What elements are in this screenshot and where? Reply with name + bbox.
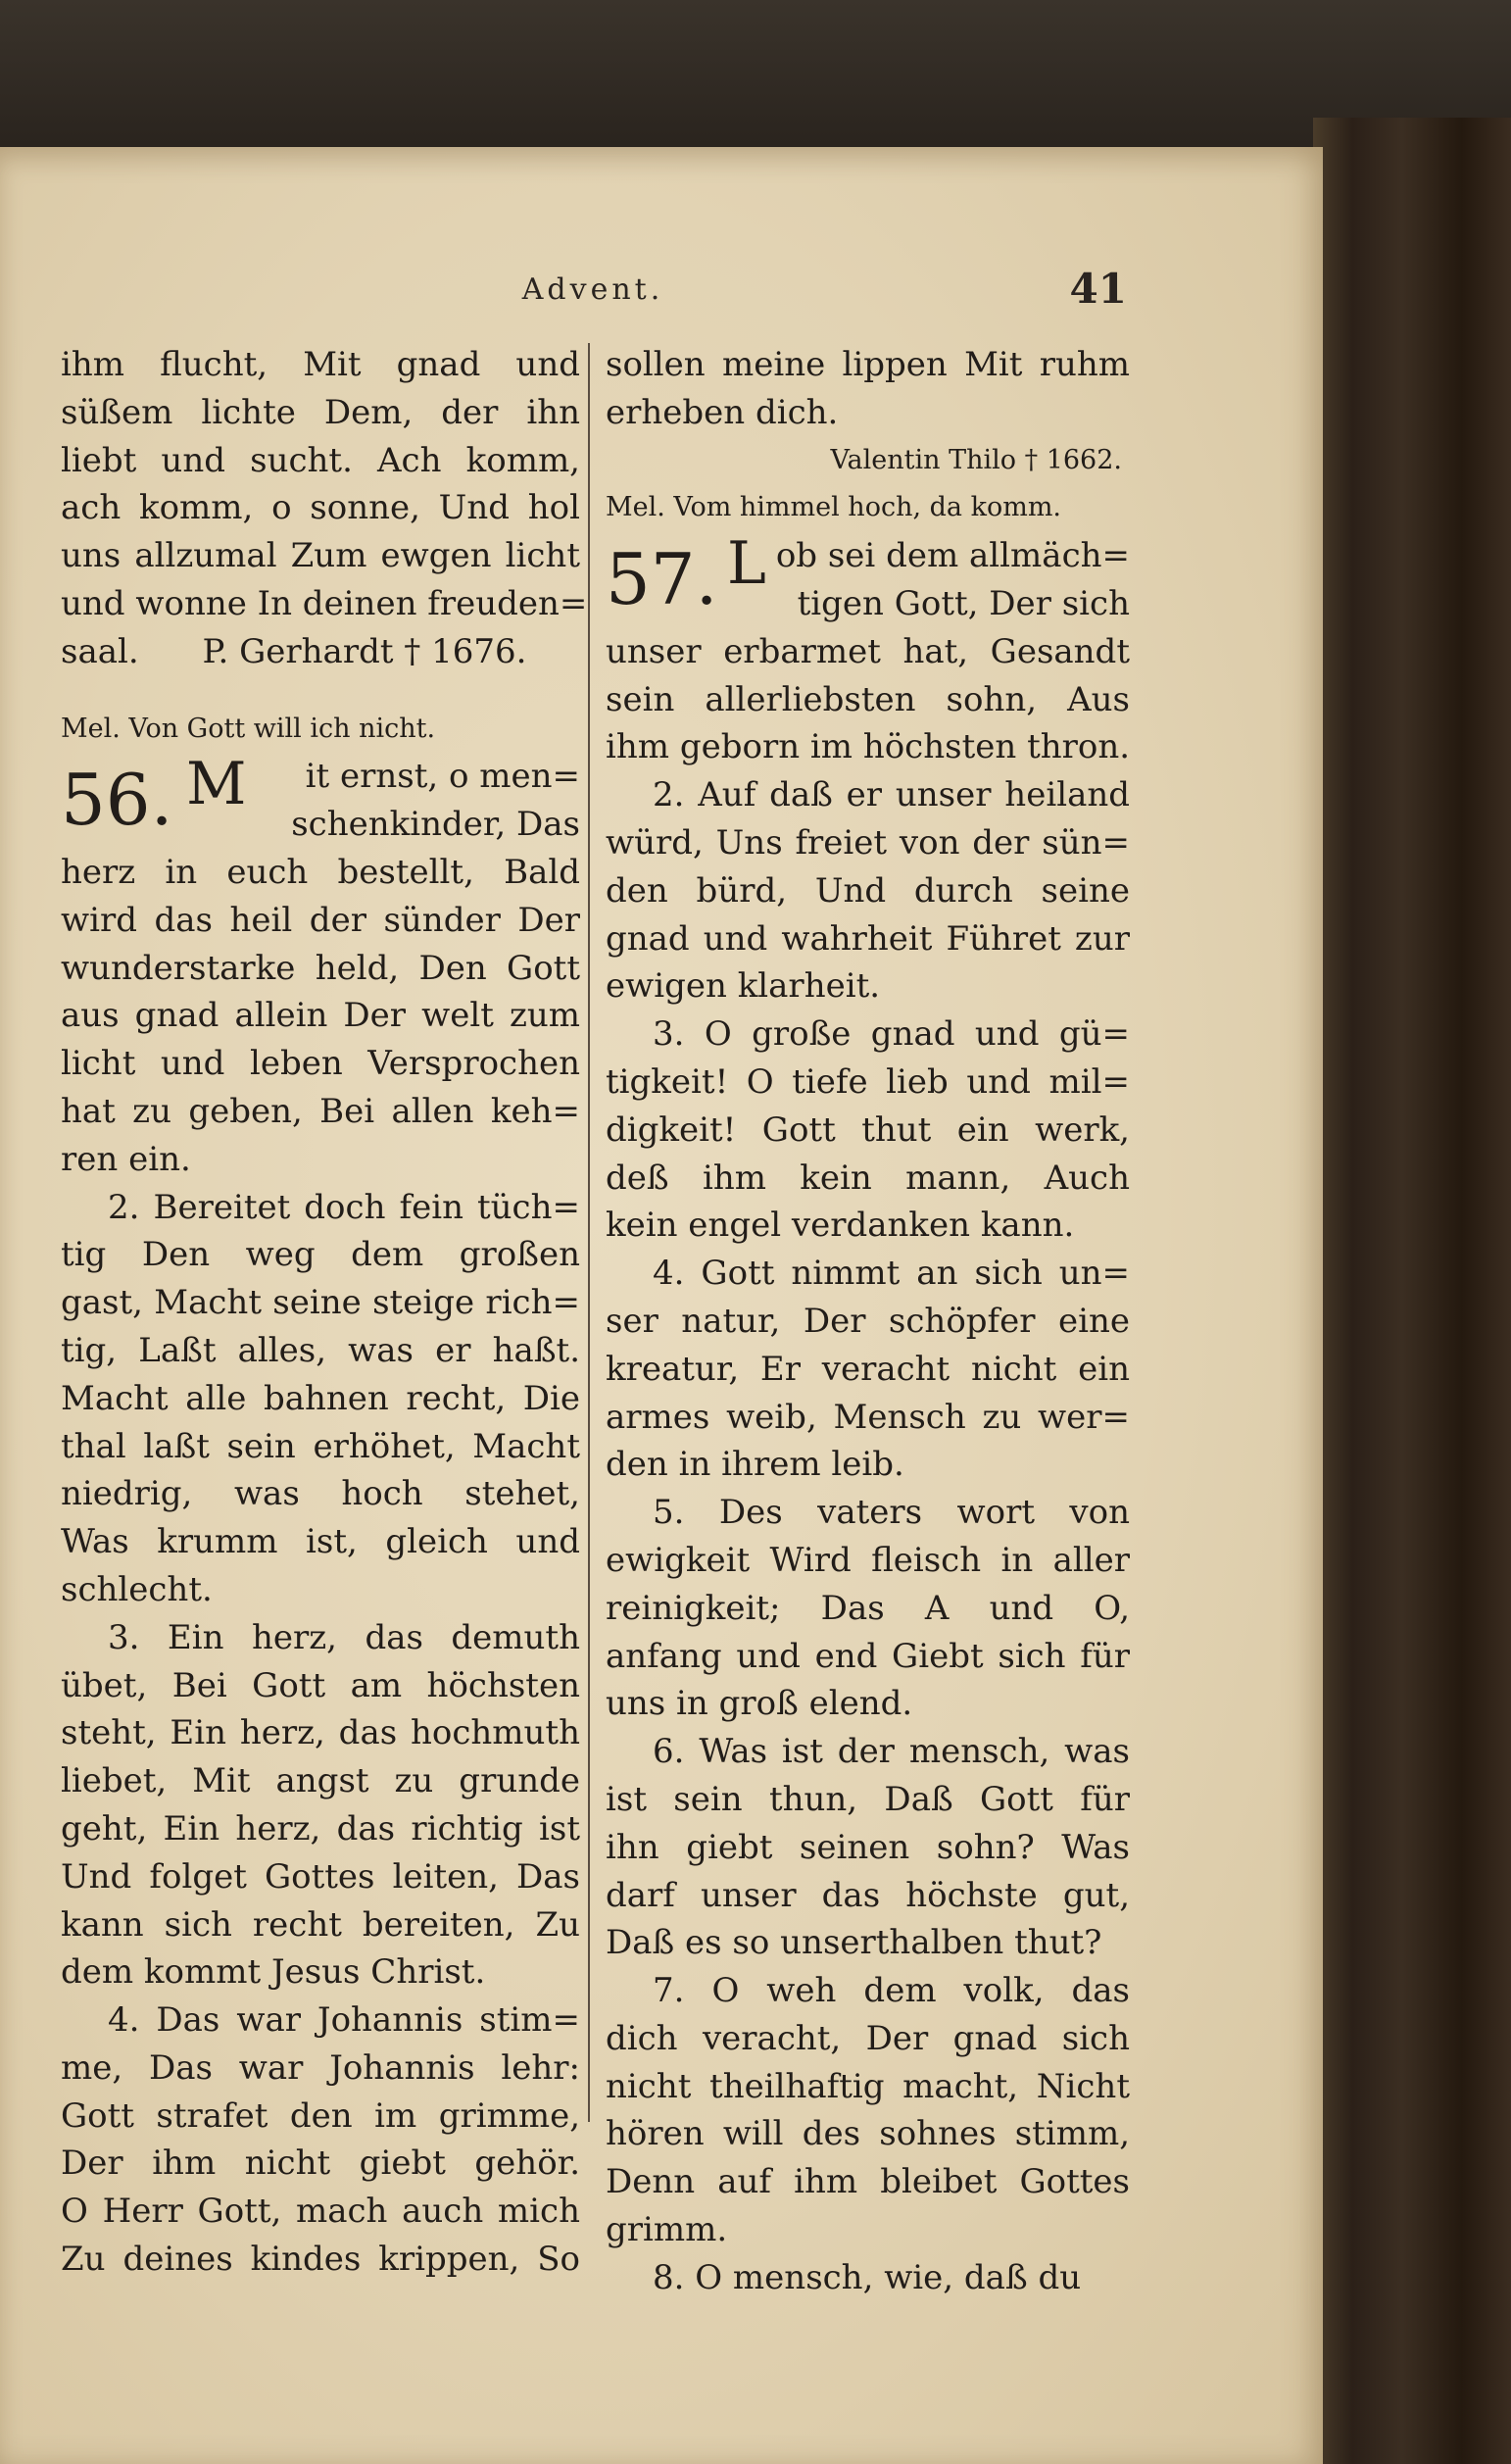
text-line: anfang und end Giebt sich für: [606, 1636, 1130, 1676]
text-line: armes weib, Mensch zu wer=: [606, 1397, 1130, 1437]
text-line: dem kommt Jesus Christ.: [61, 1952, 486, 1993]
text-line: Denn auf ihm bleibet Gottes: [606, 2162, 1130, 2202]
melody-line: Mel. Von Gott will ich nicht.: [61, 713, 436, 744]
text-line: sein allerliebsten sohn, Aus: [606, 679, 1130, 719]
text-line: gnad und wahrheit Führet zur: [606, 918, 1130, 959]
hymn-number: 57.: [606, 538, 718, 621]
text-line: Der ihm nicht giebt gehör.: [61, 2144, 580, 2184]
verse-start: 3. Ein herz, das demuth: [108, 1617, 580, 1657]
melody-line: Mel. Vom himmel hoch, da komm.: [606, 492, 1061, 523]
text-line: und wonne In deinen freuden=: [61, 583, 588, 623]
left-column: [61, 341, 588, 2284]
text-line: ihm flucht, Mit gnad und: [61, 345, 580, 384]
text-line: ewigen klarheit.: [606, 966, 881, 1007]
text-line: würd, Uns freiet von der sün=: [606, 822, 1130, 862]
text-line: niedrig, was hoch stehet,: [61, 1474, 580, 1514]
text-line: kein engel verdanken kann.: [606, 1206, 1075, 1246]
text-line: hören will des sohnes stimm,: [606, 2114, 1130, 2154]
text-line: Was krumm ist, gleich und: [61, 1522, 580, 1562]
text-line: Und folget Gottes leiten, Das: [61, 1856, 580, 1897]
text-line: digkeit! Gott thut ein werk,: [606, 1109, 1130, 1150]
column-divider: [588, 343, 590, 2122]
text-line: it ernst, o men=: [305, 757, 580, 797]
text-line: liebet, Mit angst zu grunde: [61, 1761, 580, 1801]
text-line: tig Den weg dem großen: [61, 1235, 580, 1275]
text-line: tigen Gott, Der sich: [797, 583, 1130, 623]
text-line: Macht alle bahnen recht, Die: [61, 1378, 580, 1418]
text-line: unser erbarmet hat, Gesandt: [606, 631, 1130, 671]
text-line: ob sei dem allmäch=: [775, 536, 1130, 576]
spacer: [61, 676, 580, 706]
verse-start: 7. O weh dem volk, das: [653, 1971, 1130, 2011]
text-line: ihn giebt seinen sohn? Was: [606, 1827, 1130, 1867]
verse-start: 2. Auf daß er unser heiland: [653, 775, 1130, 815]
drop-cap: L: [727, 529, 766, 599]
text-line: kreatur, Er veracht nicht ein: [606, 1349, 1130, 1389]
text-line: geht, Ein herz, das richtig ist: [61, 1808, 580, 1848]
page-number: 41: [1069, 265, 1127, 313]
running-title: Advent.: [521, 272, 664, 307]
text-line: wunderstarke held, Den Gott: [61, 948, 580, 988]
text-line: deß ihm kein mann, Auch: [606, 1158, 1130, 1198]
text-line: ren ein.: [61, 1139, 191, 1179]
text-line: tigkeit! O tiefe lieb und mil=: [606, 1061, 1130, 1102]
text-line: ewigkeit Wird fleisch in aller: [606, 1540, 1130, 1580]
text-line: dich veracht, Der gnad sich: [606, 2018, 1130, 2058]
hymn-number: 56.: [61, 759, 173, 842]
verse-start: 4. Das war Johannis stim=: [108, 2000, 580, 2041]
verse-start: 4. Gott nimmt an sich un=: [653, 1254, 1130, 1294]
text-line: den in ihrem leib.: [606, 1445, 904, 1485]
text-line: ach komm, o sonne, Und hol: [61, 488, 580, 528]
right-column: [606, 341, 1130, 2302]
text-line: ihm geborn im höchsten thron.: [606, 727, 1131, 767]
author-line: Valentin Thilo † 1662.: [830, 444, 1122, 475]
text-line: uns allzumal Zum ewgen licht: [61, 536, 580, 576]
text-line: übet, Bei Gott am höchsten: [61, 1665, 580, 1705]
text-line: Daß es so unserthalben thut?: [606, 1923, 1102, 1963]
text-line: Gott strafet den im grimme,: [61, 2095, 580, 2136]
text-line: grimm.: [606, 2210, 728, 2250]
text-line: steht, Ein herz, das hochmuth: [61, 1713, 580, 1753]
text-line: sollen meine lippen Mit ruhm: [606, 345, 1130, 384]
text-line: süßem lichte Dem, der ihn: [61, 392, 580, 432]
text-line: thal laßt sein erhöhet, Macht: [61, 1426, 580, 1466]
author-line: saal. P. Gerhardt † 1676.: [61, 631, 527, 671]
verse-start: 6. Was ist der mensch, was: [653, 1732, 1130, 1772]
text-line: liebt und sucht. Ach komm,: [61, 440, 580, 480]
page-header: [59, 265, 1127, 314]
hymn-56-opening: [61, 750, 580, 849]
hymn-57-opening: [606, 529, 1130, 628]
text-line: tig, Laßt alles, was er haßt.: [61, 1330, 580, 1370]
text-line: licht und leben Versprochen: [61, 1044, 580, 1084]
verse-start: 5. Des vaters wort von: [653, 1493, 1130, 1533]
text-line: erheben dich.: [606, 392, 839, 432]
text-line: ser natur, Der schöpfer eine: [606, 1301, 1130, 1341]
text-line: gast, Macht seine steige rich=: [61, 1283, 580, 1323]
text-line: uns in groß elend.: [606, 1684, 913, 1724]
text-line: kann sich recht bereiten, Zu: [61, 1904, 580, 1945]
text-line: darf unser das höchste gut,: [606, 1875, 1130, 1915]
text-line: herz in euch bestellt, Bald: [61, 852, 580, 892]
verse-start: 3. O große gnad und gü=: [653, 1014, 1130, 1055]
text-line: nicht theilhaftig macht, Nicht: [606, 2066, 1130, 2106]
text-line: schenkinder, Das: [291, 805, 580, 845]
drop-cap: M: [186, 750, 247, 819]
text-line: wird das heil der sünder Der: [61, 900, 580, 940]
text-line: ist sein thun, Daß Gott für: [606, 1779, 1130, 1819]
text-line: me, Das war Johannis lehr:: [61, 2047, 580, 2088]
text-line: O Herr Gott, mach auch mich: [61, 2192, 580, 2232]
text-line: schlecht.: [61, 1569, 213, 1609]
text-line: hat zu geben, Bei allen keh=: [61, 1091, 580, 1131]
verse-start: 2. Bereitet doch fein tüch=: [108, 1187, 580, 1227]
text-line: reinigkeit; Das A und O,: [606, 1588, 1130, 1628]
book-spine: [1313, 118, 1511, 2464]
verse-start: 8. O mensch, wie, daß du: [653, 2257, 1082, 2297]
text-line: Zu deines kindes krippen, So: [61, 2240, 580, 2280]
backdrop: [0, 0, 1511, 147]
text-line: aus gnad allein Der welt zum: [61, 996, 580, 1036]
text-line: den bürd, Und durch seine: [606, 870, 1130, 911]
